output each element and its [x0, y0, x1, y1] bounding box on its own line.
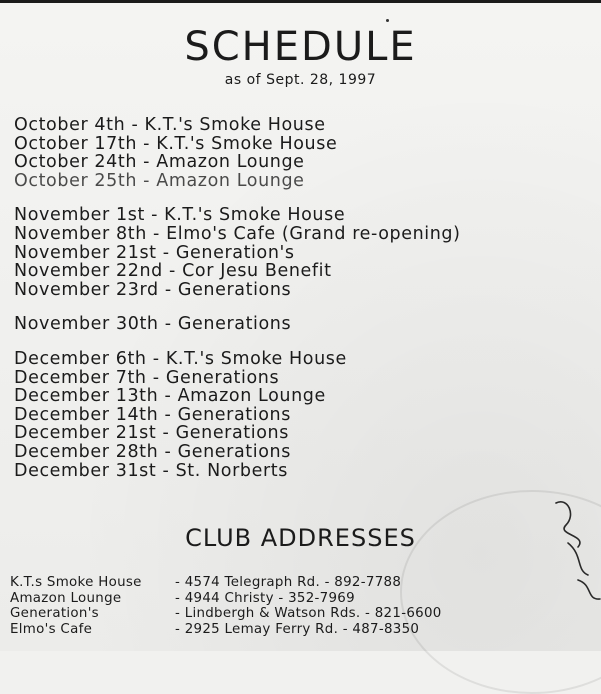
club-address: - 4574 Telegraph Rd. - 892-7788	[175, 575, 402, 590]
address-row	[10, 591, 590, 607]
schedule-entry: October 4th - K.T.'s Smoke House	[14, 115, 326, 135]
addresses-title: CLUB ADDRESSES	[185, 524, 416, 552]
schedule-entry: December 14th - Generations	[14, 404, 291, 425]
club-address: - Lindbergh & Watson Rds. - 821-6600	[175, 606, 442, 621]
schedule-entry: November 8th - Elmo's Cafe (Grand re-opening)	[14, 223, 461, 244]
handwritten-signature-mark	[548, 495, 601, 605]
address-row	[10, 606, 590, 622]
address-row	[10, 575, 590, 591]
schedule-entry: October 25th - Amazon Lounge	[14, 170, 305, 191]
schedule-entry: November 22nd - Cor Jesu Benefit	[14, 261, 332, 282]
schedule-entry: November 23rd - Generations	[14, 279, 292, 300]
schedule-entry: October 17th - K.T.'s Smoke House	[14, 133, 338, 154]
ink-speck	[386, 19, 389, 22]
schedule-entry: December 7th - Generations	[14, 367, 280, 388]
club-address: - 2925 Lemay Ferry Rd. - 487-8350	[175, 621, 420, 637]
schedule-entry: December 13th - Amazon Lounge	[14, 386, 326, 407]
club-address: - 4944 Christy - 352-7969	[175, 590, 355, 606]
page-title: SCHEDULE	[184, 24, 417, 70]
schedule-entry: November 1st - K.T.'s Smoke House	[14, 205, 346, 226]
page-subtitle: as of Sept. 28, 1997	[224, 72, 377, 88]
schedule-list	[14, 116, 594, 496]
schedule-entry: December 28th - Generations	[14, 441, 291, 462]
club-name: Amazon Lounge	[10, 590, 122, 606]
schedule-group-november	[14, 206, 594, 299]
address-row	[10, 622, 590, 638]
schedule-entry: November 30th - Generations	[14, 314, 292, 335]
club-name: Elmo's Cafe	[10, 621, 93, 637]
address-list	[10, 575, 590, 637]
schedule-entry: December 31st - St. Norberts	[14, 460, 288, 481]
schedule-entry: October 24th - Amazon Lounge	[14, 152, 305, 173]
schedule-entry: December 21st - Generations	[14, 423, 289, 444]
club-name: K.T.s Smoke House	[10, 575, 142, 590]
top-rule	[0, 0, 601, 3]
schedule-group-november-late	[14, 315, 594, 334]
club-name: Generation's	[10, 606, 99, 621]
schedule-entry: November 21st - Generation's	[14, 242, 295, 263]
schedule-group-december	[14, 350, 594, 480]
schedule-entry: December 6th - K.T.'s Smoke House	[14, 348, 347, 369]
schedule-group-october	[14, 116, 594, 190]
